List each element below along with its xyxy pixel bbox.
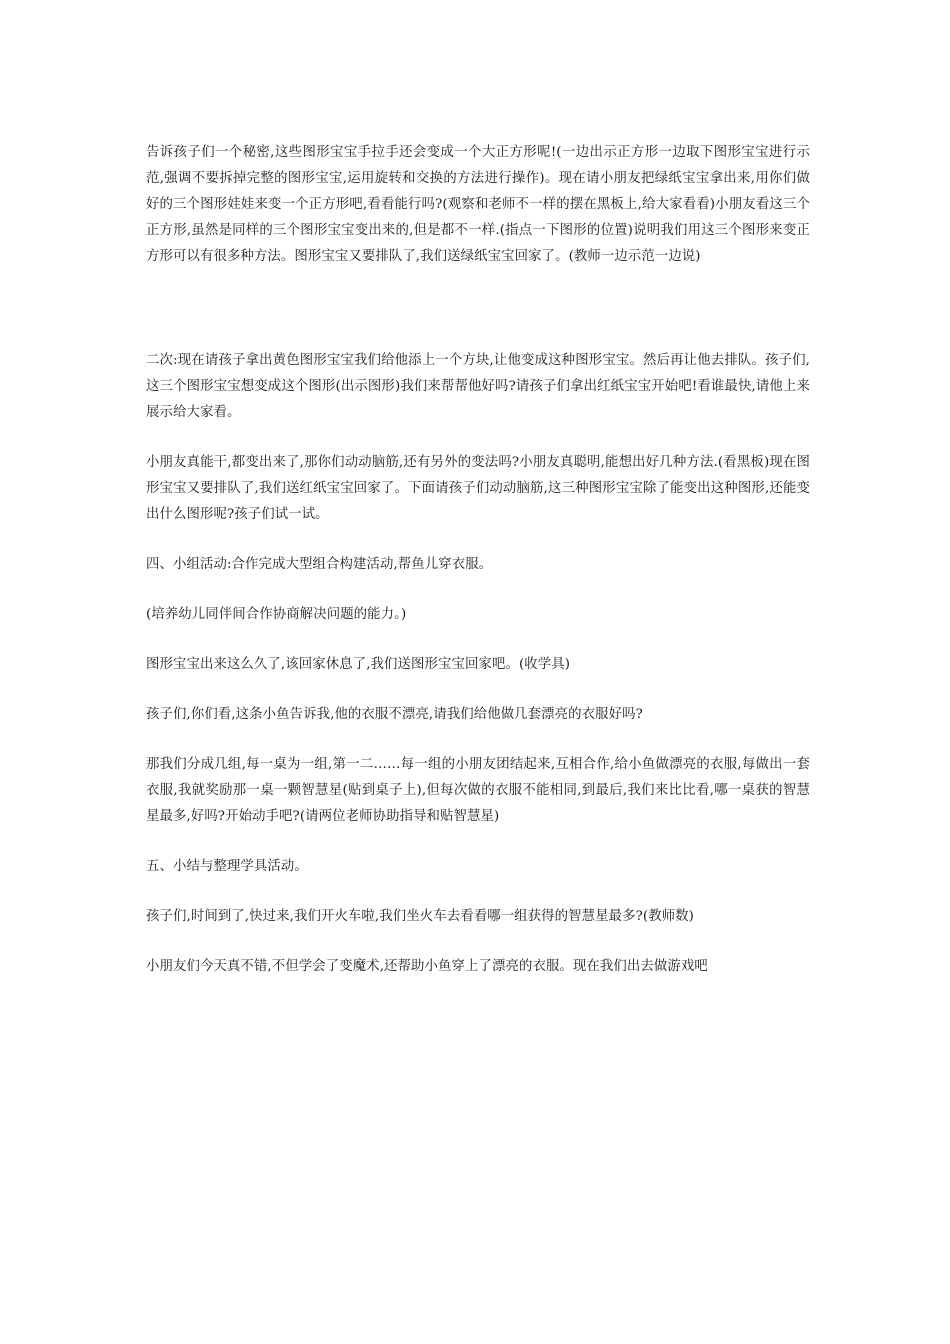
document-page — [146, 140, 810, 980]
paragraph-train-count: 孩子们,时间到了,快过来,我们开火车啦,我们坐火车去看看哪一组获得的智慧星最多?(教师数) — [146, 909, 694, 924]
paragraph-second-round: 二次:现在请孩子拿出黄色图形宝宝我们给他添上一个方块,让他变成这种图形宝宝。然后再让他去排队。孩子们,这三个图形宝宝想变成这个图形(出示图形)我们来帮帮他好吗?请孩子们拿出红纸宝宝开始吧!看谁最快,请他上来展示给大家看。 — [146, 353, 810, 420]
paragraph-goal-note: (培养幼儿同伴间合作协商解决问题的能力。) — [146, 607, 407, 622]
paragraph-closing: 小朋友们今天真不错,不但学会了变魔术,还帮助小鱼穿上了漂亮的衣服。现在我们出去做游戏吧 — [146, 959, 708, 974]
section-heading-summary: 五、小结与整理学具活动。 — [146, 859, 308, 874]
paragraph-other-methods: 小朋友真能干,都变出来了,那你们动动脑筋,还有另外的变法吗?小朋友真聪明,能想出好几种方法.(看黑板)现在图形宝宝又要排队了,我们送红纸宝宝回家了。下面请孩子们动动脑筋,这三种图形宝宝除了能变出这种图形,还能变出什么图形呢?孩子们试一试。 — [146, 455, 810, 522]
paragraph-secret-square: 告诉孩子们一个秘密,这些图形宝宝手拉手还会变成一个大正方形呢!(一边出示正方形一边取下图形宝宝进行示范,强调不要拆掉完整的图形宝宝,运用旋转和交换的方法进行操作)。现在请小朋友把绿纸宝宝拿出来,用你们做好的三个图形娃娃来变一个正方形吧,看看能行吗?(观察和老师不一样的摆在黑板上,给大家看看)小朋友看这三个正方形,虽然是同样的三个图形宝宝变出来的,但是都不一样.(指点一下图形的位置)说明我们用这三个图形来变正方形可以有很多种方法。图形宝宝又要排队了,我们送绿纸宝宝回家了。(教师一边示范一边说) — [146, 145, 810, 264]
paragraph-group-rules: 那我们分成几组,每一桌为一组,第一二……每一组的小朋友团结起来,互相合作,给小鱼做漂亮的衣服,每做出一套衣服,我就奖励那一桌一颗智慧星(贴到桌子上),但每次做的衣服不能相同,到最后,我们来比比看,哪一桌获的智慧星最多,好吗?开始动手吧?(请两位老师协助指导和贴智慧星) — [146, 757, 810, 824]
paragraph-collect-materials: 图形宝宝出来这么久了,该回家休息了,我们送图形宝宝回家吧。(收学具) — [146, 657, 571, 672]
section-heading-group-activity: 四、小组活动:合作完成大型组合构建活动,帮鱼儿穿衣服。 — [146, 557, 493, 572]
paragraph-fish-clothes: 孩子们,你们看,这条小鱼告诉我,他的衣服不漂亮,请我们给他做几套漂亮的衣服好吗? — [146, 707, 643, 722]
